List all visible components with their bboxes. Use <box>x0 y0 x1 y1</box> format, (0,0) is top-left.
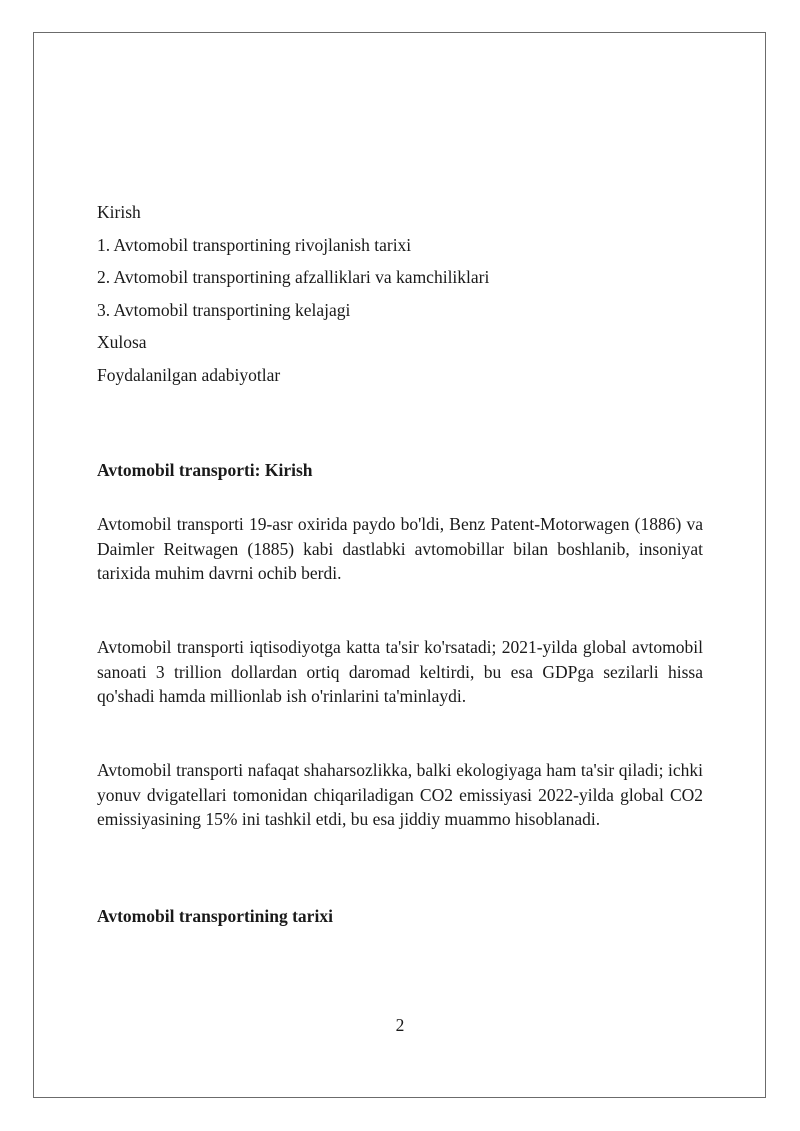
toc-item-intro: Kirish <box>97 202 141 222</box>
paragraph: Avtomobil transporti 19-asr oxirida paydo bo'ldi, Benz Patent-Motorwagen (1886) va Daimler Reitwagen (1885) kabi dastlabki avtomobillar bilan boshlanib, insoniyat tarixida muhim davrni ochib berdi. <box>97 514 703 583</box>
toc-item-conclusion: Xulosa <box>97 332 147 353</box>
section-heading-intro: Avtomobil transporti: Kirish <box>97 460 313 480</box>
toc-item-history: 1. Avtomobil transportining rivojlanish tarixi <box>97 234 412 255</box>
table-of-contents <box>97 200 703 396</box>
section-heading-history: Avtomobil transportining tarixi <box>97 906 333 926</box>
toc-item-pros-cons: 2. Avtomobil transportining afzalliklari va kamchiliklari <box>97 267 490 288</box>
toc-item-future: 3. Avtomobil transportining kelajagi <box>97 299 351 320</box>
page-number: 2 <box>395 1015 405 1035</box>
paragraph: Avtomobil transporti nafaqat shaharsozlikka, balki ekologiyaga ham ta'sir qiladi; ichki yonuv dvigatellari tomonidan chiqariladigan CO2 emissiyasi 2022-yilda global CO2 emissiyasining 15% ini tashkil etdi, bu esa jiddiy muammo hisoblanadi. <box>97 760 703 829</box>
toc-item-references: Foydalanilgan adabiyotlar <box>97 364 281 385</box>
paragraph: Avtomobil transporti iqtisodiyotga katta ta'sir ko'rsatadi; 2021-yilda global avtomobil sanoati 3 trillion dollardan ortiq daromad keltirdi, bu esa GDPga sezilarli hissa qo'shadi hamda millionlab ish o'rinlarini ta'minlaydi. <box>97 637 703 706</box>
